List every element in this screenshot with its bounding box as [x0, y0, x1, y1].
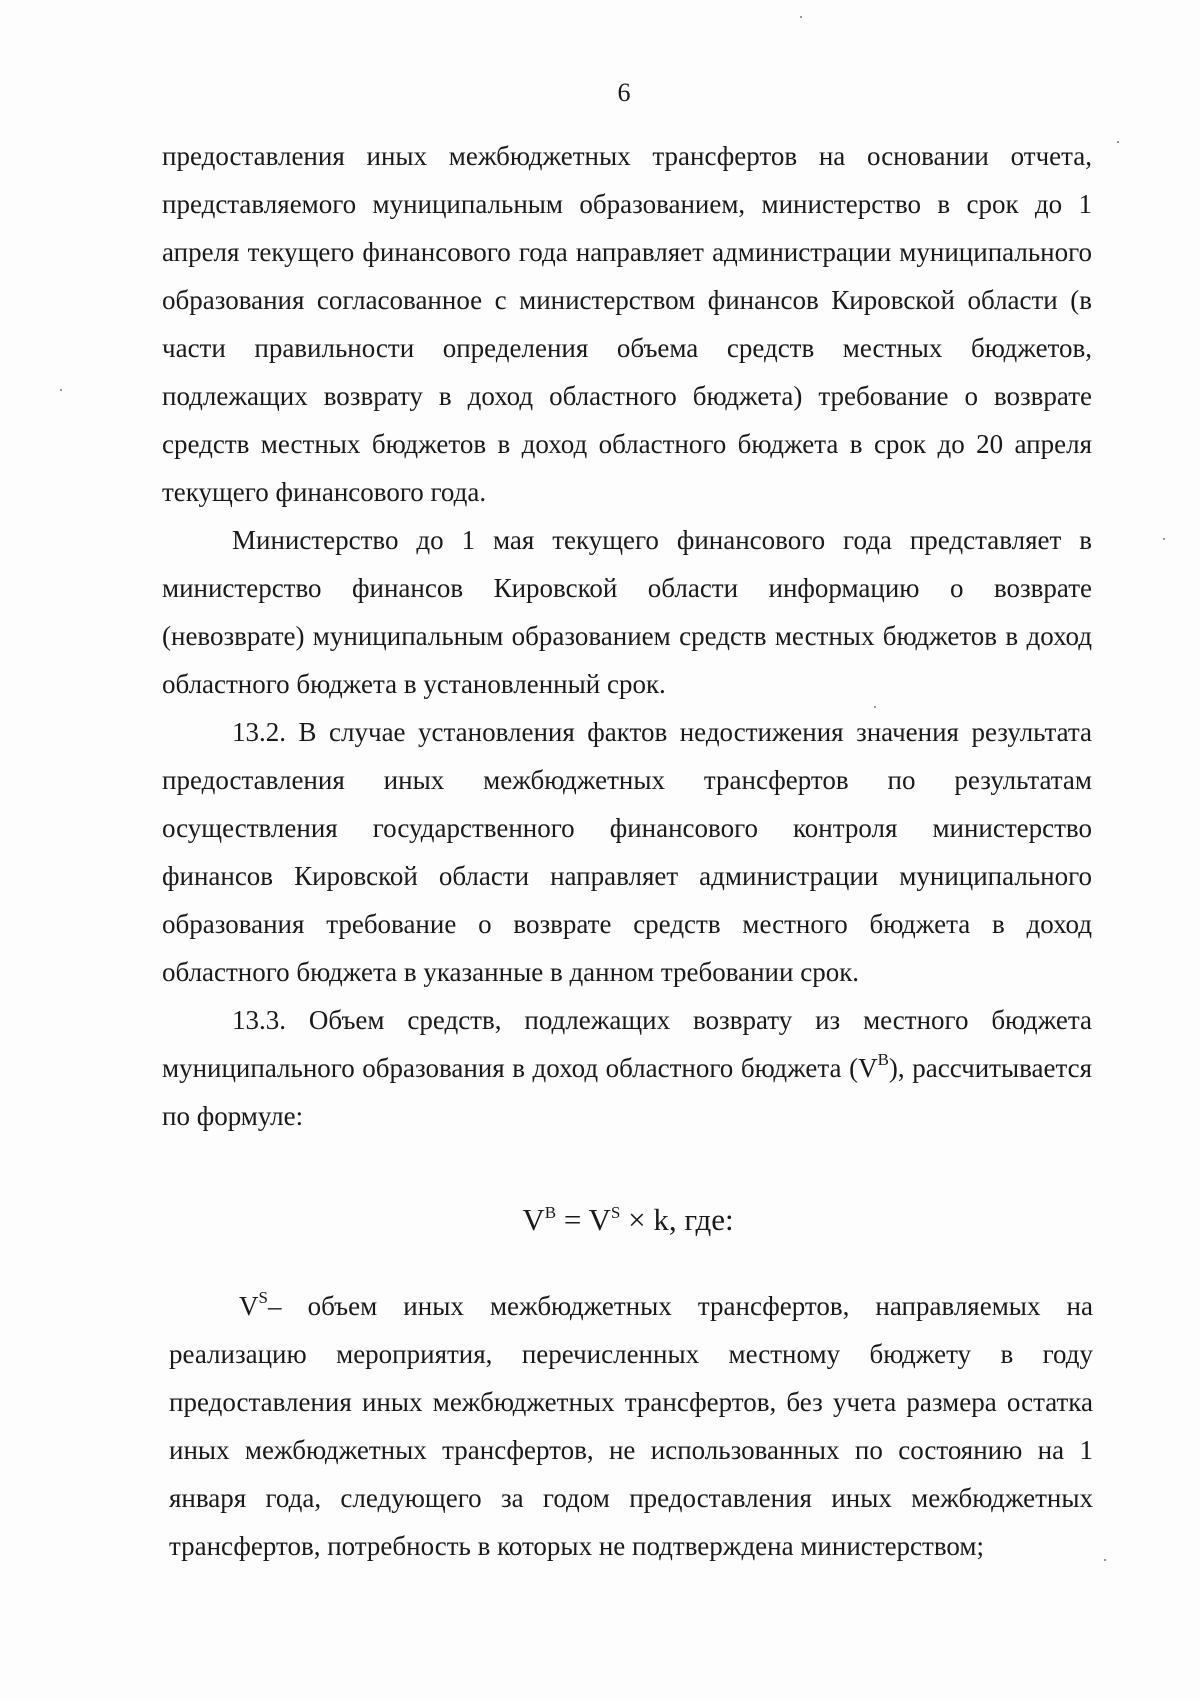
scan-speck	[1104, 1559, 1106, 1561]
paragraph-13-3-text-after: ), рассчитывается по формуле:	[162, 1053, 1092, 1131]
scan-speck	[1117, 141, 1119, 143]
page-number: 6	[617, 78, 631, 107]
paragraph-ministry-info: Министерство до 1 мая текущего финансового года представляет в министерство финансов Кировской области информацию о возврате (невозврате) муниципальным образованием средств местных бюджетов в доход областного бюджета в установленный срок.	[162, 525, 1092, 699]
formula-lhs-sup: B	[544, 1203, 557, 1222]
document-body	[162, 132, 1092, 1140]
scan-speck	[874, 706, 876, 708]
paragraph-13-2: 13.2. В случае установления фактов недостижения значения результата предоставления иных межбюджетных трансфертов по результатам осуществления государственного финансового контроля министерство финансов Кировской области направляет администрации муниципального образования требование о возврате средств местного бюджета в доход областного бюджета в указанные в данном требовании срок.	[162, 717, 1092, 987]
definition-vs-symbol: V	[239, 1291, 259, 1321]
formula-lhs-base: V	[522, 1202, 545, 1237]
scan-speck	[1163, 538, 1165, 540]
formula-rest: × k, где:	[620, 1202, 734, 1237]
formula-equals: =	[556, 1202, 589, 1237]
formula-rhs-base: V	[588, 1202, 611, 1237]
paragraph-13-3-superscript: B	[877, 1050, 889, 1069]
paragraph-return-demand: предоставления иных межбюджетных трансфертов на основании отчета, представляемого муниципальным образованием, министерство в срок до 1 апреля текущего финансового года направляет администрации муниципального образования согласованное с министерством финансов Кировской области (в части правильности определения объема средств местных бюджетов, подлежащих возврату в доход областного бюджета) требование о возврате средств местных бюджетов в доход областного бюджета в срок до 20 апреля текущего финансового года.	[162, 141, 1092, 507]
definition-vs	[169, 1282, 1093, 1570]
formula	[0, 1200, 1200, 1240]
scan-speck	[800, 16, 802, 18]
definitions	[169, 1282, 1093, 1570]
definition-vs-text: – объем иных межбюджетных трансфертов, направляемых на реализацию мероприятия, перечисленных местному бюджету в году предоставления иных межбюджетных трансфертов, без учета размера остатка иных межбюджетных трансфертов, не использованных по состоянию на 1 января года, следующего за годом предоставления иных межбюджетных трансфертов, потребность в которых не подтверждена министерством;	[169, 1291, 1093, 1561]
paragraph-13-3-text-before: 13.3. Объем средств, подлежащих возврату из местного бюджета муниципального образования в доход областного бюджета (V	[162, 1005, 1092, 1083]
scan-speck	[60, 389, 62, 391]
formula-rhs-sup: S	[610, 1203, 621, 1222]
paragraph-13-3	[162, 996, 1092, 1140]
definition-vs-symbol-sup: S	[258, 1288, 268, 1307]
